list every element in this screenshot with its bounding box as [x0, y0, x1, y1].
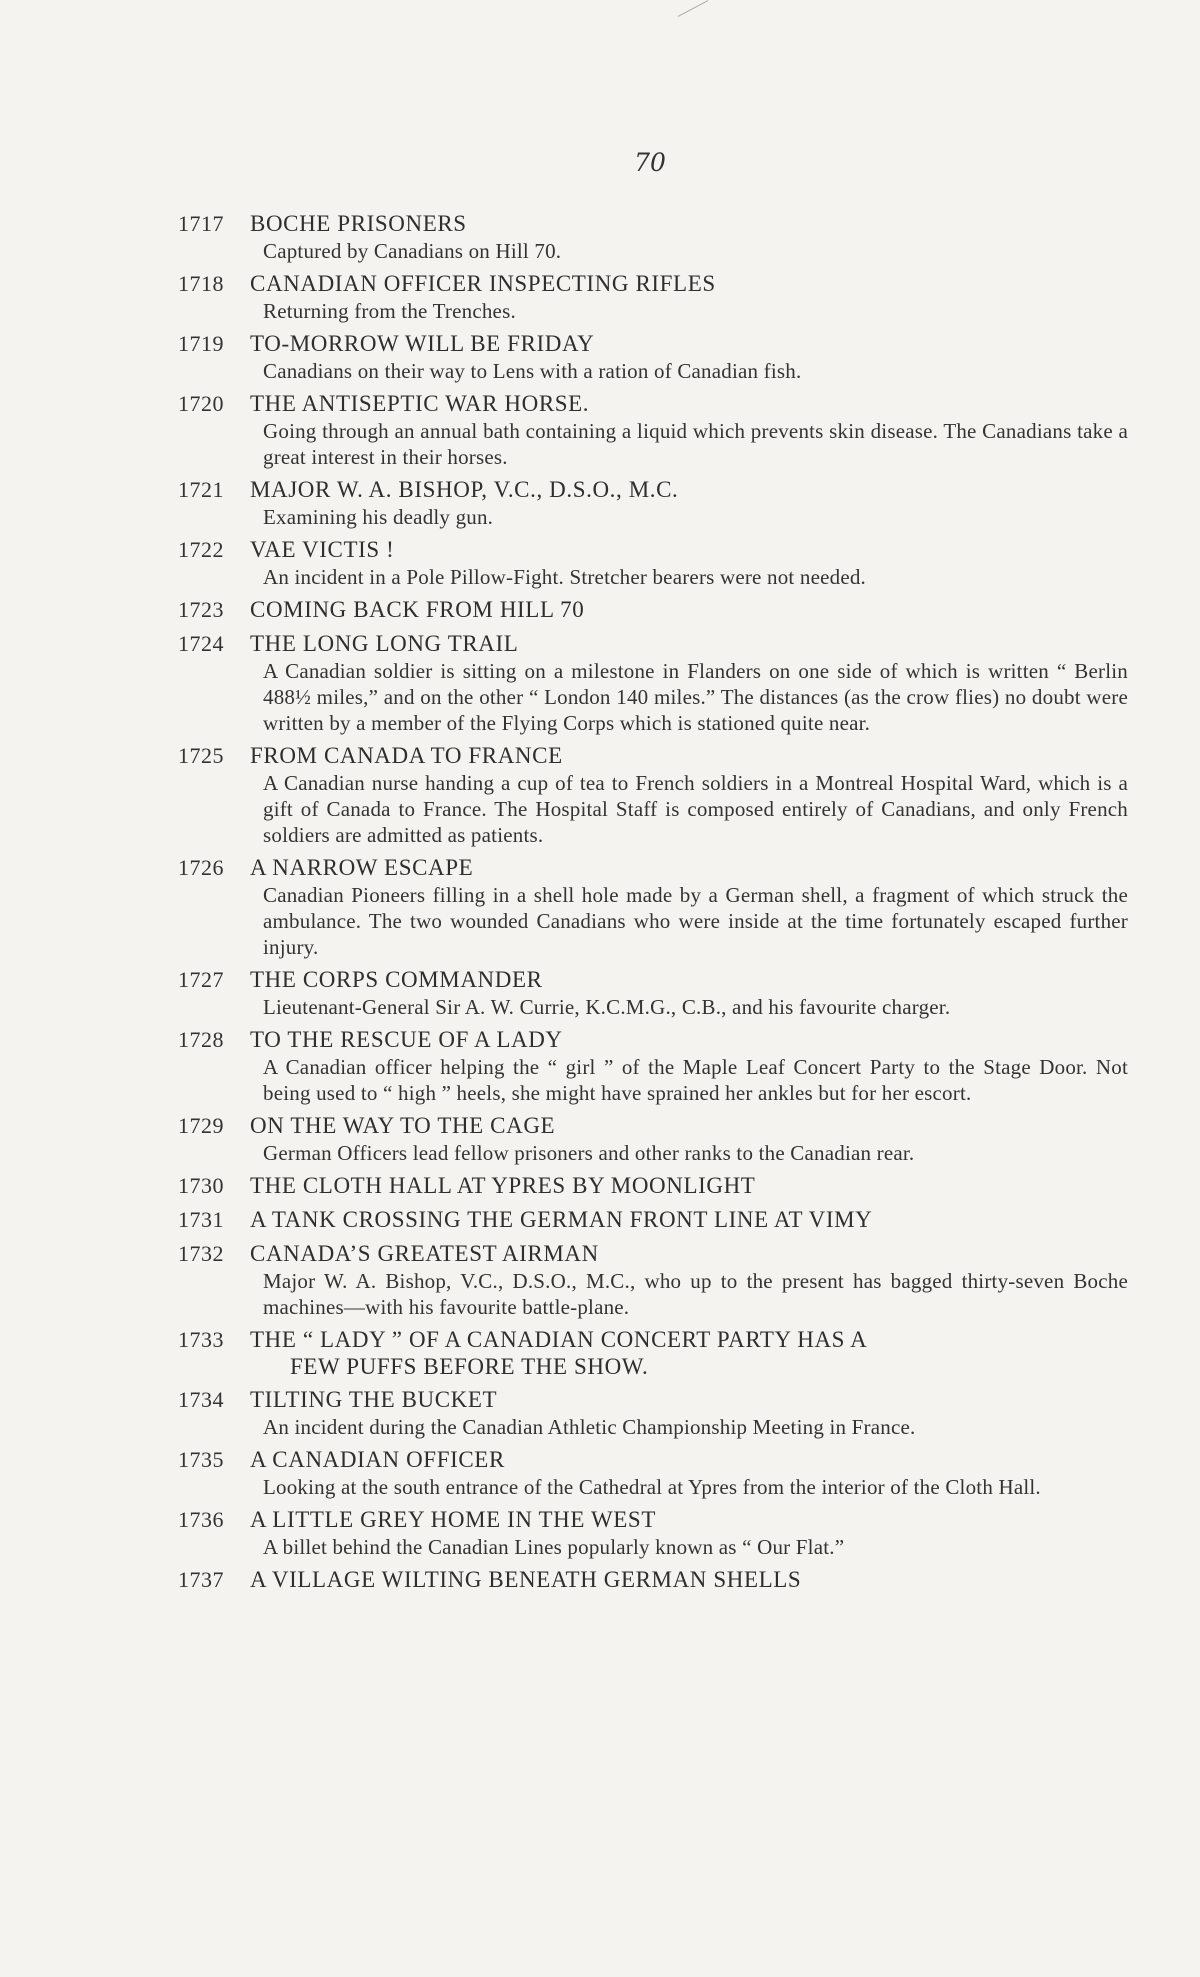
entry-description: Major W. A. Bishop, V.C., D.S.O., M.C., who up to the present has bagged thirty-seven Boche machines—with his favourite battle-plane.	[263, 1269, 1128, 1319]
entry-title: TO THE RESCUE OF A LADY	[250, 1027, 563, 1052]
entry-title: A CANADIAN OFFICER	[250, 1447, 505, 1472]
entry-title: A NARROW ESCAPE	[250, 855, 474, 880]
entry-number: 1730	[178, 1173, 224, 1198]
entry-title: A LITTLE GREY HOME IN THE WEST	[250, 1507, 656, 1532]
entry-title: THE “ LADY ” OF A CANADIAN CONCERT PARTY HAS A	[250, 1327, 868, 1352]
entry-description: An incident in a Pole Pillow-Fight. Stretcher bearers were not needed.	[263, 565, 867, 589]
entry-title: CANADIAN OFFICER INSPECTING RIFLES	[250, 271, 716, 296]
entry-heading	[178, 854, 1128, 882]
catalogue-entry	[178, 630, 1128, 736]
entry-number: 1732	[178, 1241, 224, 1266]
entry-title: THE CORPS COMMANDER	[250, 967, 543, 992]
entry-number: 1721	[178, 477, 224, 502]
entry-heading	[178, 742, 1128, 770]
entry-title: BOCHE PRISONERS	[250, 211, 467, 236]
catalogue-entry	[178, 742, 1128, 848]
entry-heading	[178, 330, 1128, 358]
entry-title: MAJOR W. A. BISHOP, V.C., D.S.O., M.C.	[250, 477, 679, 502]
entry-heading	[178, 536, 1128, 564]
catalogue-entry	[178, 854, 1128, 960]
entry-heading	[178, 966, 1128, 994]
entry-description: An incident during the Canadian Athletic Championship Meeting in France.	[263, 1415, 916, 1439]
catalogue-entry	[178, 966, 1128, 1020]
entry-description: A billet behind the Canadian Lines popularly known as “ Our Flat.”	[263, 1535, 845, 1559]
entry-heading	[178, 1026, 1128, 1054]
entry-title: A TANK CROSSING THE GERMAN FRONT LINE AT VIMY	[250, 1207, 873, 1232]
entry-number: 1723	[178, 597, 224, 622]
entry-title: THE CLOTH HALL AT YPRES BY MOONLIGHT	[250, 1173, 756, 1198]
entry-heading	[178, 270, 1128, 298]
entry-number: 1724	[178, 631, 224, 656]
catalogue-entry	[178, 1506, 1128, 1560]
entry-description: Captured by Canadians on Hill 70.	[263, 239, 562, 263]
entry-heading	[178, 1206, 1128, 1234]
entry-heading	[178, 1566, 1128, 1594]
entry-number: 1722	[178, 537, 224, 562]
entry-description: Going through an annual bath containing a liquid which prevents skin disease. The Canadians take a great interest in their horses.	[263, 419, 1128, 469]
catalogue-entry	[178, 1326, 1128, 1380]
entry-number: 1734	[178, 1387, 224, 1412]
entry-number: 1725	[178, 743, 224, 768]
catalogue-entry	[178, 330, 1128, 384]
entry-description: Returning from the Trenches.	[263, 299, 516, 323]
catalogue-entry	[178, 1386, 1128, 1440]
catalogue-entry	[178, 1172, 1128, 1200]
entry-heading	[178, 1446, 1128, 1474]
entry-number: 1729	[178, 1113, 224, 1138]
catalogue-entry	[178, 210, 1128, 264]
entry-number: 1727	[178, 967, 224, 992]
catalogue-entry	[178, 1566, 1128, 1594]
entry-heading	[178, 476, 1128, 504]
entry-number: 1728	[178, 1027, 224, 1052]
entry-heading	[178, 1112, 1128, 1140]
entry-heading	[178, 390, 1128, 418]
entry-number: 1737	[178, 1567, 224, 1592]
entry-description: Canadian Pioneers filling in a shell hole made by a German shell, a fragment of which struck the ambulance. The two wounded Canadians who were inside at the time fortunately escaped further injury.	[263, 883, 1128, 959]
entry-number: 1736	[178, 1507, 224, 1532]
catalogue-entry	[178, 1206, 1128, 1234]
catalogue-entry	[178, 1446, 1128, 1500]
entry-title: FROM CANADA TO FRANCE	[250, 743, 563, 768]
entry-list	[178, 210, 1128, 1600]
catalogue-entry	[178, 390, 1128, 470]
entry-title: CANADA’S GREATEST AIRMAN	[250, 1241, 599, 1266]
entry-title: THE ANTISEPTIC WAR HORSE.	[250, 391, 590, 416]
catalogue-entry	[178, 1026, 1128, 1106]
entry-description: A Canadian nurse handing a cup of tea to French soldiers in a Montreal Hospital Ward, which is a gift of Canada to France. The Hospital Staff is composed entirely of Canadians, and only French soldiers are admitted as patients.	[263, 771, 1128, 847]
entry-description: Lieutenant-General Sir A. W. Currie, K.C.M.G., C.B., and his favourite charger.	[263, 995, 951, 1019]
entry-number: 1717	[178, 211, 224, 236]
catalogue-entry	[178, 1112, 1128, 1166]
entry-description: A Canadian soldier is sitting on a milestone in Flanders on one side of which is written “ Berlin 488½ miles,” and on the other “ London 140 miles.” The distances (as the crow flies) no doubt were written by a member of the Flying Corps which is stationed quite near.	[263, 659, 1128, 735]
entry-title: TO-MORROW WILL BE FRIDAY	[250, 331, 595, 356]
pencil-mark	[678, 0, 708, 17]
entry-title: A VILLAGE WILTING BENEATH GERMAN SHELLS	[250, 1567, 802, 1592]
entry-number: 1720	[178, 391, 224, 416]
entry-heading	[178, 1172, 1128, 1200]
entry-heading	[178, 1240, 1128, 1268]
entry-heading	[178, 210, 1128, 238]
entry-heading	[178, 1386, 1128, 1414]
entry-number: 1726	[178, 855, 224, 880]
entry-heading	[178, 596, 1128, 624]
entry-description: Examining his deadly gun.	[263, 505, 494, 529]
entry-number: 1735	[178, 1447, 224, 1472]
entry-description: A Canadian officer helping the “ girl ” of the Maple Leaf Concert Party to the Stage Door. Not being used to “ high ” heels, she might have sprained her ankles but for her escort.	[263, 1055, 1128, 1105]
entry-title: TILTING THE BUCKET	[250, 1387, 498, 1412]
entry-title: THE LONG LONG TRAIL	[250, 631, 519, 656]
entry-number: 1718	[178, 271, 224, 296]
entry-description: Looking at the south entrance of the Cathedral at Ypres from the interior of the Cloth Hall.	[263, 1475, 1041, 1499]
entry-description: Canadians on their way to Lens with a ration of Canadian fish.	[263, 359, 802, 383]
catalogue-entry	[178, 536, 1128, 590]
entry-title: VAE VICTIS !	[250, 537, 395, 562]
catalogue-entry	[178, 476, 1128, 530]
entry-title-continuation: FEW PUFFS BEFORE THE SHOW.	[290, 1354, 649, 1379]
catalogue-entry	[178, 596, 1128, 624]
catalogue-entry	[178, 1240, 1128, 1320]
page-number: 70	[634, 148, 666, 177]
entry-title: COMING BACK FROM HILL 70	[250, 597, 585, 622]
entry-number: 1731	[178, 1207, 224, 1232]
entry-heading	[178, 630, 1128, 658]
catalogue-entry	[178, 270, 1128, 324]
entry-description: German Officers lead fellow prisoners and other ranks to the Canadian rear.	[263, 1141, 915, 1165]
entry-heading	[178, 1326, 1128, 1354]
entry-heading	[178, 1506, 1128, 1534]
entry-number: 1719	[178, 331, 224, 356]
entry-title: ON THE WAY TO THE CAGE	[250, 1113, 556, 1138]
entry-number: 1733	[178, 1327, 224, 1352]
